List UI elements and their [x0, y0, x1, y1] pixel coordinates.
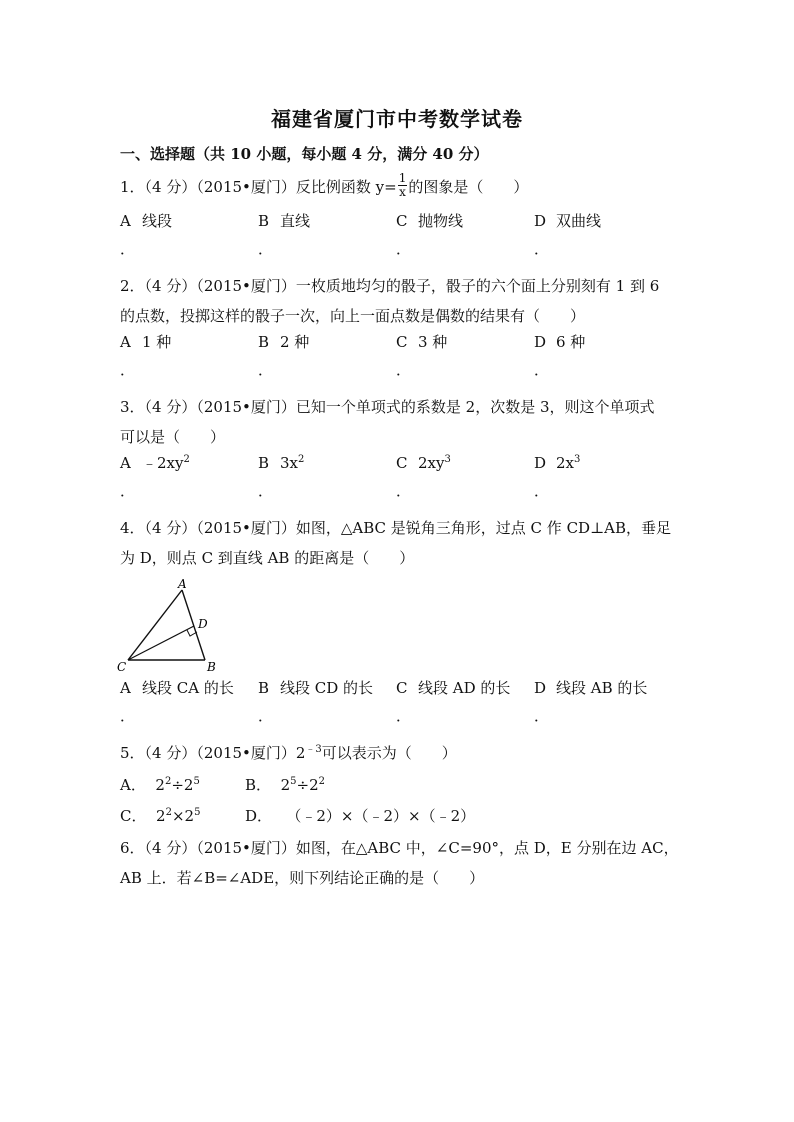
question-5-stem: 5．（4 分）（2015•厦门）$2^{﹣3}$可以表示为（ ）: [120, 744, 457, 762]
question-3-line-1: 3．（4 分）（2015•厦门）已知一个单项式的系数是 2，次数是 3，则这个单项式: [120, 398, 655, 416]
section-heading: 一、选择题（共 10 小题，每小题 4 分，满分 40 分）: [120, 145, 489, 163]
question-1-stem: 1．（4 分）（2015•厦门）反比例函数 y= $\frac{1}{x}$ 的图象是（ ）: [120, 170, 529, 199]
triangle-figure: [112, 578, 232, 676]
q4-option-a[interactable]: A 线段 CA 的长: [120, 679, 234, 697]
q1-option-c[interactable]: C 抛物线: [396, 212, 464, 230]
q5-option-c[interactable]: C． $2^2\times 2^5$: [120, 807, 201, 825]
q3-option-d[interactable]: D $2x^3$: [534, 454, 581, 472]
option-dot: ．: [258, 240, 274, 258]
option-dot: ．: [258, 361, 274, 379]
option-dot: ．: [534, 482, 550, 500]
option-dot: ．: [258, 707, 274, 725]
q2-option-b[interactable]: B 2 种: [258, 333, 310, 351]
q1-option-a[interactable]: A 线段: [120, 212, 173, 230]
q2-option-d[interactable]: D 6 种: [534, 333, 586, 351]
option-dot: ．: [396, 482, 412, 500]
option-dot: ．: [534, 707, 550, 725]
fraction: $\frac{1}{x}$: [398, 170, 407, 199]
option-dot: ．: [258, 482, 274, 500]
altitude-cd: [128, 626, 194, 660]
q5-option-d[interactable]: D． （﹣2）×（﹣2）×（﹣2）: [245, 807, 476, 825]
option-dot: ．: [396, 240, 412, 258]
option-dot: ．: [396, 707, 412, 725]
q1-option-d[interactable]: D 双曲线: [534, 212, 602, 230]
option-dot: ．: [396, 361, 412, 379]
question-3-line-2: 可以是（ ）: [120, 428, 226, 446]
option-dot: ．: [120, 707, 136, 725]
q2-option-a[interactable]: A 1 种: [120, 333, 172, 351]
q5-option-b[interactable]: B． $2^5\div 2^2$: [245, 776, 325, 794]
label-a: A: [178, 578, 187, 591]
q3-option-a[interactable]: A $﹣2xy^2$: [120, 454, 190, 472]
question-4-line-2: 为 D，则点 C 到直线 AB 的距离是（ ）: [120, 549, 415, 567]
label-d: D: [198, 617, 208, 631]
option-dot: ．: [534, 361, 550, 379]
q3-option-c[interactable]: C $2xy^3$: [396, 454, 451, 472]
question-6-line-2: AB 上．若∠B=∠ADE，则下列结论正确的是（ ）: [120, 869, 485, 887]
option-dot: ．: [120, 240, 136, 258]
q5-option-a[interactable]: A． $2^2\div 2^5$: [120, 776, 200, 794]
question-2-line-2: 的点数，投掷这样的骰子一次，向上一面点数是偶数的结果有（ ）: [120, 307, 586, 325]
option-dot: ．: [534, 240, 550, 258]
question-4-line-1: 4．（4 分）（2015•厦门）如图，△ABC 是锐角三角形，过点 C 作 CD⊥AB，垂足: [120, 519, 672, 537]
q4-option-c[interactable]: C 线段 AD 的长: [396, 679, 511, 697]
q4-option-d[interactable]: D 线段 AB 的长: [534, 679, 648, 697]
option-dot: ．: [120, 361, 136, 379]
q1-option-b[interactable]: B 直线: [258, 212, 311, 230]
question-2-line-1: 2．（4 分）（2015•厦门）一枚质地均匀的骰子，骰子的六个面上分别刻有 1 到 6: [120, 277, 660, 295]
q2-option-c[interactable]: C 3 种: [396, 333, 448, 351]
label-b: B: [207, 660, 216, 674]
side-ca: [128, 590, 182, 660]
q4-option-b[interactable]: B 线段 CD 的长: [258, 679, 374, 697]
label-c: C: [117, 660, 127, 674]
page-title: 福建省厦门市中考数学试卷: [271, 107, 523, 131]
question-6-line-1: 6．（4 分）（2015•厦门）如图，在△ABC 中，∠C=90°，点 D，E 分别在边 AC，: [120, 839, 679, 857]
option-dot: ．: [120, 482, 136, 500]
q3-option-b[interactable]: B $3x^2$: [258, 454, 305, 472]
